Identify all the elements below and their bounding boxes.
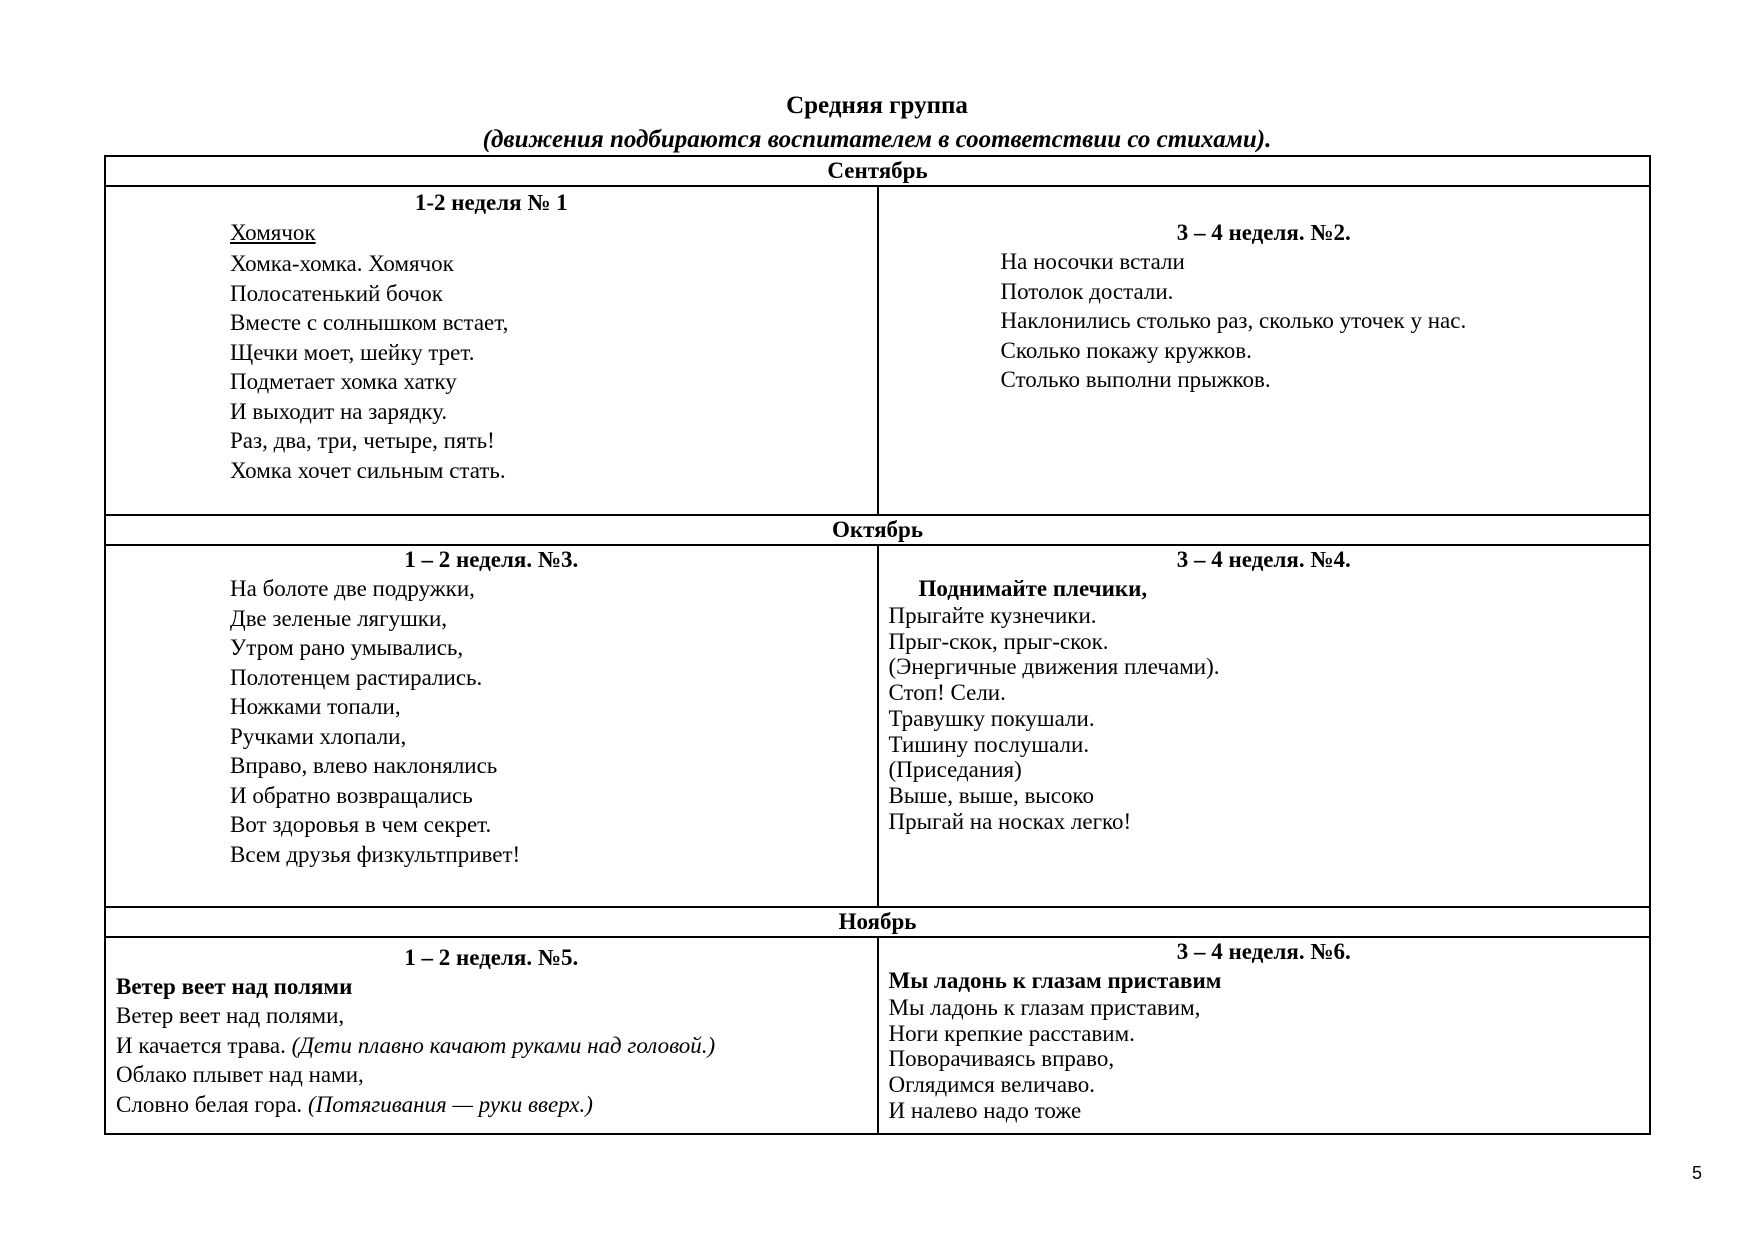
- poem-line: Вправо, влево наклонялись: [230, 753, 498, 778]
- poem-line: Сколько покажу кружков.: [1000, 337, 1252, 363]
- movement-note: (Потягивания — руки вверх.): [307, 1091, 593, 1117]
- cell-september-weeks-3-4: [878, 186, 1651, 515]
- cell-october-weeks-3-4: [878, 545, 1651, 907]
- week-label: 1-2 неделя № 1: [414, 190, 568, 215]
- poem-line: Выше, выше, высоко: [888, 782, 1094, 808]
- poem-line: Мы ладонь к глазам приставим,: [888, 995, 1201, 1020]
- poem-line: Стоп! Сели.: [888, 680, 1006, 706]
- page-title: Средняя группа: [786, 92, 968, 119]
- poem-heading-wind: Ветер веет над полями: [116, 974, 353, 999]
- poem-heading-shoulders: Поднимайте плечики,: [918, 576, 1148, 601]
- content-row-october: [105, 545, 1650, 907]
- week-label: 3 – 4 неделя. №6.: [1176, 939, 1351, 964]
- page-subtitle: (движения подбираются воспитателем в соответствии со стихами).: [482, 126, 1272, 153]
- poem-line: Поворачиваясь вправо,: [888, 1046, 1115, 1072]
- poem-line: Всем друзья физкультпривет!: [230, 841, 521, 867]
- month-header-september: Сентябрь: [105, 156, 1650, 186]
- poem-line-text: И качается трава.: [116, 1032, 286, 1058]
- poem-line: [116, 1090, 877, 1120]
- poem-line: И налево надо тоже: [888, 1097, 1082, 1123]
- poem-lines-tiptoes: [879, 247, 1650, 395]
- exercise-schedule-table: [104, 155, 1651, 1135]
- week-label: 1 – 2 неделя. №5.: [404, 945, 579, 970]
- week-label: 3 – 4 неделя. №4.: [1176, 547, 1351, 572]
- week-label: 3 – 4 неделя. №2.: [1176, 220, 1351, 245]
- poem-line: Оглядимся величаво.: [888, 1072, 1095, 1098]
- poem-line: И выходит на зарядку.: [230, 398, 448, 424]
- poem-line: Раз, два, три, четыре, пять!: [230, 428, 495, 453]
- poem-line: (Приседания): [888, 757, 1022, 783]
- poem-line: [116, 1001, 877, 1031]
- poem-line: Щечки моет, шейку трет.: [230, 339, 475, 365]
- poem-lines-palm: [889, 995, 1650, 1124]
- poem-line: На болоте две подружки,: [230, 576, 475, 601]
- poem-line: Тишину послушали.: [888, 731, 1090, 757]
- poem-line: Подметает хомка хатку: [230, 369, 457, 394]
- month-row-october: [105, 515, 1650, 545]
- poem-lines-grasshoppers: [879, 603, 1650, 834]
- poem-line: Столько выполни прыжков.: [1000, 367, 1271, 392]
- poem-line: Полосатенький бочок: [230, 280, 443, 306]
- poem-line: Ноги крепкие расставим.: [888, 1020, 1135, 1046]
- poem-title-hamster: Хомячок: [230, 220, 316, 245]
- month-header-october: Октябрь: [105, 515, 1650, 545]
- poem-line: Прыг-скок, прыг-скок.: [888, 628, 1109, 654]
- poem-line: Две зеленые лягушки,: [230, 605, 448, 631]
- poem-lines-hamster: [230, 249, 877, 485]
- poem-line: Вместе с солнышком встает,: [230, 310, 509, 335]
- poem-line: И обратно возвращались: [230, 782, 473, 808]
- cell-october-weeks-1-2: [105, 545, 878, 907]
- poem-line: [116, 1031, 877, 1061]
- cell-november-weeks-3-4: [878, 937, 1651, 1134]
- poem-line: Наклонились столько раз, сколько уточек у нас.: [1000, 308, 1467, 333]
- poem-line: На носочки встали: [1000, 249, 1185, 274]
- poem-line: [116, 1060, 877, 1090]
- poem-line-text: Облако плывет над нами,: [116, 1062, 364, 1087]
- month-row-september: [105, 156, 1650, 186]
- poem-line: Вот здоровья в чем секрет.: [230, 812, 492, 837]
- poem-line: Хомка-хомка. Хомячок: [230, 251, 454, 276]
- poem-line: (Энергичные движения плечами).: [888, 654, 1220, 680]
- poem-line: Ручками хлопали,: [230, 723, 407, 749]
- cell-september-weeks-1-2: [105, 186, 878, 515]
- poem-line-text: Словно белая гора.: [116, 1091, 303, 1117]
- poem-line: Хомка хочет сильным стать.: [230, 457, 506, 483]
- poem-line: Прыгайте кузнечики.: [888, 603, 1097, 628]
- poem-line: Прыгай на носках легко!: [888, 808, 1132, 834]
- poem-line: Полотенцем растирались.: [230, 664, 483, 690]
- cell-november-weeks-1-2: [105, 937, 878, 1134]
- movement-note: (Дети плавно качают руками над головой.): [291, 1032, 716, 1058]
- content-row-september: [105, 186, 1650, 515]
- poem-line: Травушку покушали.: [888, 705, 1095, 731]
- poem-lines-frogs: [106, 574, 877, 869]
- month-header-november: Ноябрь: [105, 907, 1650, 937]
- poem-heading-palm: Мы ладонь к глазам приставим: [888, 968, 1222, 993]
- week-label: 1 – 2 неделя. №3.: [404, 547, 579, 572]
- content-row-november: [105, 937, 1650, 1134]
- poem-line: Ножками топали,: [230, 694, 401, 719]
- poem-lines-wind: [116, 1001, 877, 1119]
- month-row-november: [105, 907, 1650, 937]
- poem-line-text: Ветер веет над полями,: [116, 1003, 345, 1028]
- page-number: 5: [1692, 1163, 1703, 1183]
- poem-line: Утром рано умывались,: [230, 635, 464, 660]
- poem-line: Потолок достали.: [1000, 278, 1174, 304]
